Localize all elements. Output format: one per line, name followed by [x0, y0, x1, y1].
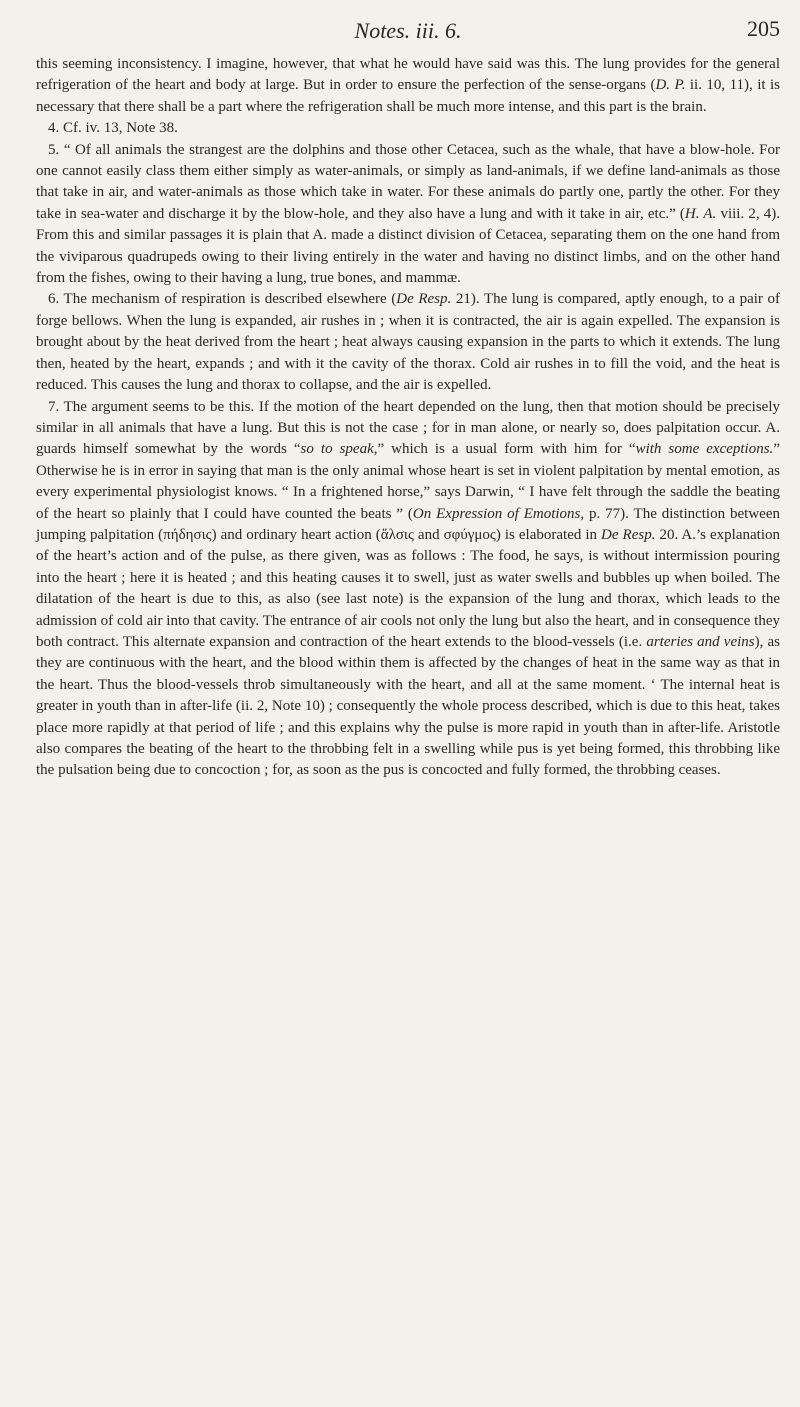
note-7	[36, 397, 780, 782]
text-run: 5. “ Of all animals the strangest are the dolphins and those other Cetacea, such as the whale, that have a blow-hole. For one cannot easily class them either simply as water-animals, or simply as land-animals, if we define land-animals as those that take in air, and water-animals as those which take in water. For these animals do partly one, partly the other. For they take in sea-water and discharge it by the blow-hole, and they also have a lung and with it take in air, etc.” (	[36, 141, 780, 222]
page-number: 205	[747, 16, 780, 41]
text-run: ), as they are continuous with the heart, and the blood within them is affected by the changes of heat in the same way as that in the heart. Thus the blood-vessels throb simultaneously with the heart, and all at the same moment. ‘ The internal heat is greater in youth than in after-life (ii. 2, Note 10) ; consequently the whole process described, which is due to this heat, takes place more rapidly at that period of life ; and this explains why the pulse is more rapid in youth than in after-life. Aristotle also compares the beating of the heart to the throbbing felt in a swelling while pus is yet being formed, this throbbing like the pulsation being due to concoction ; for, as soon as the pus is concocted and fully formed, the throbbing ceases.	[36, 633, 780, 779]
italic-run: so to speak,	[300, 441, 378, 458]
text-run: 21). The lung is compared, aptly enough, to a pair of forge bellows. When the lung is expanded, air rushes in ; when it is contracted, the air is again expelled. The expansion is brought about by the heat derived from the heart ; heat always causing expansion in the parts to which it extends. The lung then, heated by the heart, expands ; and with it the cavity of the thorax. Cold air rushes in to fill the void, and the heat is reduced. This causes the lung and thorax to collapse, and the air is expelled.	[36, 291, 780, 394]
note-6	[36, 289, 780, 396]
text-run: 4. Cf. iv. 13, Note 38.	[48, 120, 178, 137]
book-page	[36, 10, 780, 782]
italic-run: On Expression of Emotions,	[412, 505, 585, 522]
text-run: 7. The argument seems to be this. If the motion of the heart depended on the lung, then that motion should be precisely similar in all animals that have a lung. But this is not the case ; for in man alone, or nearly so, does palpitation occur. A. guards himself somewhat by the words “	[36, 398, 780, 458]
text-run: 6. The mechanism of respiration is described elsewhere (	[48, 291, 397, 308]
note-4	[36, 118, 780, 139]
page-body	[36, 54, 780, 782]
text-run: ii. 10, 11), it is necessary that there shall be a part where the refrigeration shall be much more intense, and this part is the brain.	[36, 77, 780, 115]
text-run: ” which is a usual form with him for “	[377, 441, 636, 458]
text-run: ” Otherwise he is in error in saying that man is the only animal whose heart is set in violent palpitation by mental emotion, as every experimental physiologist knows. “ In a frightened horse,” says Darwin, “ I have felt through the saddle the beating of the heart so plainly that I could have counted the beats ” (	[36, 441, 780, 522]
text-run: p. 77). The distinction between jumping palpitation (πήδησις) and ordinary heart action (ἅλσις and σφύγμος) is elaborated in	[36, 505, 780, 543]
running-title: Notes. iii. 6.	[354, 18, 462, 43]
italic-run: arteries and veins	[646, 633, 755, 650]
italic-run: with some exceptions.	[635, 441, 774, 458]
text-run: this seeming inconsistency. I imagine, however, that what he would have said was this. The lung provides for the general refrigeration of the heart and body at large. But in order to ensure the perfection of the sense-organs (	[36, 56, 780, 94]
italic-run: De Resp.	[396, 291, 452, 308]
text-run: 20. A.’s explanation of the heart’s action and of the pulse, as there given, was as follows : The food, he says, is without intermission pouring into the heart ; here it is heated ; and this heating causes it to swell, just as water swells and bubbles up when boiled. The dilatation of the heart is due to this, as also (see last note) is the expansion of the lung and thorax, which leads to the admission of cold air into that cavity. The entrance of air cools not only the lung but also the heart, and in consequence they both contract. This alternate expansion and contraction of the heart extends to the blood-vessels (i.e.	[36, 526, 780, 650]
running-header	[36, 10, 780, 54]
italic-run: D. P.	[655, 77, 686, 94]
italic-run: H. A.	[684, 205, 717, 222]
text-run: viii. 2, 4). From this and similar passages it is plain that A. made a distinct division of Cetacea, separating them on the one hand from the viviparous quadrupeds owing to their living entirely in the water and having no distinct limbs, and on the other hand from the fishes, owing to their having a lung, true bones, and mammæ.	[36, 205, 780, 287]
note-5	[36, 140, 780, 290]
paragraph-continuation	[36, 54, 780, 118]
italic-run: De Resp.	[601, 526, 656, 543]
